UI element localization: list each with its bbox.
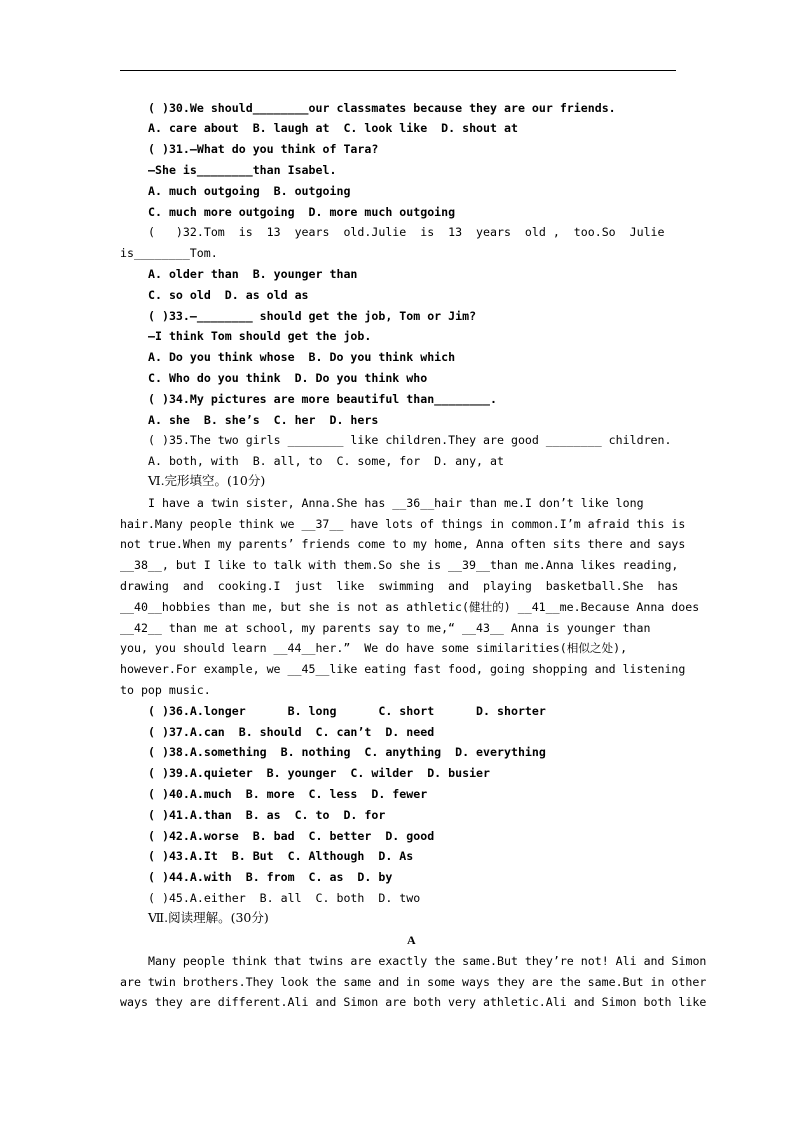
question-34: ( )34.My pictures are more beautiful than________.	[148, 392, 498, 406]
question-35-options: A. both, with B. all, to C. some, for D. any, at	[148, 454, 504, 468]
cloze-question-41: ( )41.A.than B. as C. to D. for	[148, 808, 386, 822]
cloze-passage-line: not true.When my parents’ friends come to my home, Anna often sits there and says	[120, 537, 686, 551]
cloze-question-45: ( )45.A.either B. all C. both D. two	[148, 891, 421, 905]
cloze-passage-line: I have a twin sister, Anna.She has __36__hair than me.I don’t like long	[148, 496, 644, 510]
section-vi-heading: Ⅵ.完形填空。(10分)	[148, 473, 266, 488]
question-30: ( )30.We should________our classmates because they are our friends.	[148, 101, 616, 115]
cloze-question-43: ( )43.A.It B. But C. Although D. As	[148, 849, 414, 863]
cloze-passage-line: drawing and cooking.I just like swimming and playing basketball.She has	[120, 579, 679, 593]
cloze-passage-line: you, you should learn __44__her.” We do have some similarities(相似之处),	[120, 641, 628, 655]
cloze-question-37: ( )37.A.can B. should C. can’t D. need	[148, 725, 435, 739]
question-31-line2: —She is________than Isabel.	[148, 163, 337, 177]
question-33: ( )33.—________ should get the job, Tom or Jim?	[148, 309, 477, 323]
question-32-options-cd: C. so old D. as old as	[148, 288, 309, 302]
question-33-options-cd: C. Who do you think D. Do you think who	[148, 371, 428, 385]
question-33-options-ab: A. Do you think whose B. Do you think which	[148, 350, 456, 364]
reading-passage-line: Many people think that twins are exactly the same.But they’re not! Ali and Simon	[148, 954, 707, 968]
question-32: ( )32.Tom is 13 years old.Julie is 13 years old , too.So Julie	[148, 225, 665, 239]
question-31: ( )31.—What do you think of Tara?	[148, 142, 379, 156]
cloze-question-44: ( )44.A.with B. from C. as D. by	[148, 870, 393, 884]
cloze-question-38: ( )38.A.something B. nothing C. anything D. everything	[148, 745, 546, 759]
cloze-passage-line: __38__, but I like to talk with them.So she is __39__than me.Anna likes reading,	[120, 558, 679, 572]
question-31-options-ab: A. much outgoing B. outgoing	[148, 184, 351, 198]
cloze-question-36: ( )36.A.longer B. long C. short D. shorter	[148, 704, 546, 718]
question-31-options-cd: C. much more outgoing D. more much outgoing	[148, 205, 456, 219]
cloze-passage-line: __40__hobbies than me, but she is not as athletic(健壮的) __41__me.Because Anna does	[120, 600, 700, 614]
question-34-options: A. she B. she’s C. her D. hers	[148, 413, 379, 427]
question-32-options-ab: A. older than B. younger than	[148, 267, 358, 281]
cloze-question-39: ( )39.A.quieter B. younger C. wilder D. busier	[148, 766, 491, 780]
passage-a-title: A	[407, 933, 416, 947]
reading-passage-line: are twin brothers.They look the same and in some ways they are the same.But in other	[120, 975, 707, 989]
question-33-line2: —I think Tom should get the job.	[148, 329, 372, 343]
cloze-question-40: ( )40.A.much B. more C. less D. fewer	[148, 787, 428, 801]
header-rule	[120, 70, 676, 71]
cloze-passage-line: __42__ than me at school, my parents say to me,“ __43__ Anna is younger than	[120, 621, 651, 635]
question-30-options: A. care about B. laugh at C. look like D. shout at	[148, 121, 518, 135]
cloze-question-42: ( )42.A.worse B. bad C. better D. good	[148, 829, 435, 843]
cloze-passage-line: however.For example, we __45__like eating fast food, going shopping and listening	[120, 662, 686, 676]
section-vii-heading: Ⅶ.阅读理解。(30分)	[148, 910, 269, 925]
question-32-line2: is________Tom.	[120, 246, 218, 260]
cloze-passage-line: to pop music.	[120, 683, 211, 697]
question-35: ( )35.The two girls ________ like children.They are good ________ children.	[148, 433, 672, 447]
reading-passage-line: ways they are different.Ali and Simon are both very athletic.Ali and Simon both like	[120, 995, 707, 1009]
cloze-passage-line: hair.Many people think we __37__ have lots of things in common.I’m afraid this is	[120, 517, 686, 531]
